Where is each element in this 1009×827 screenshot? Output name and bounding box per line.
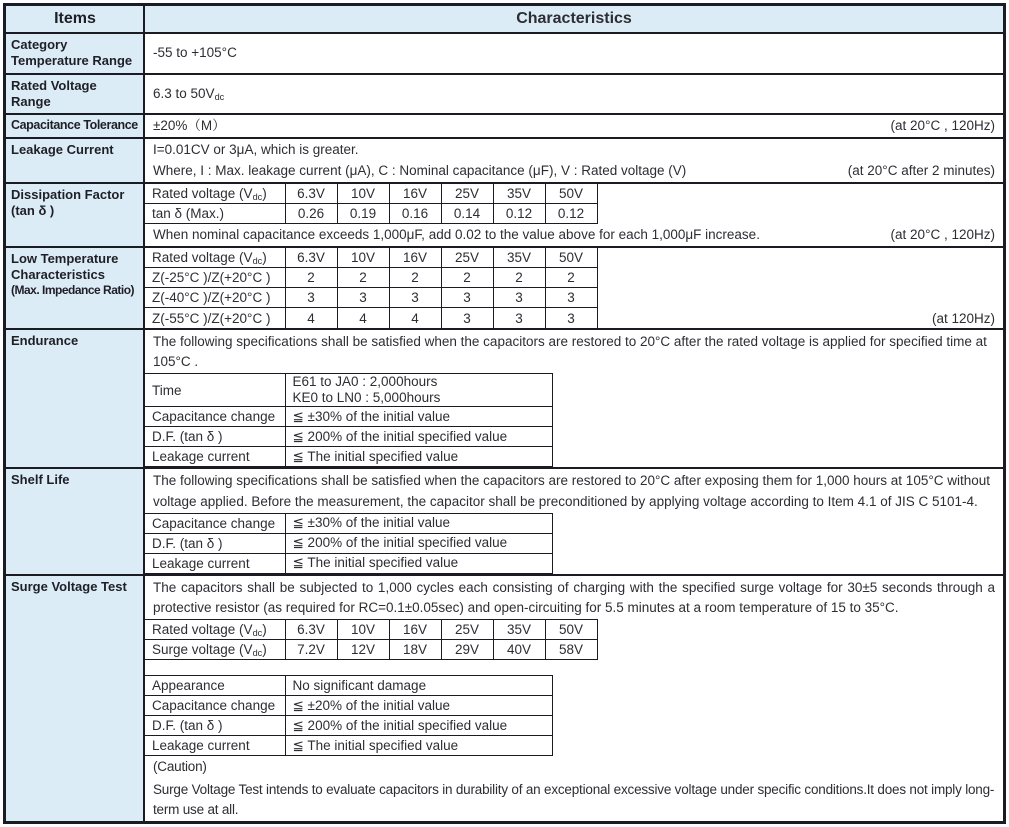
- items-header: Items: [6, 6, 145, 32]
- tan-delta-max-cell: tan δ (Max.): [145, 204, 285, 224]
- low-temperature-label: Low Temperature Characteristics (Max. Impedance Ratio): [6, 248, 145, 328]
- surge-spec-table: [145, 675, 553, 756]
- table-row: [145, 374, 552, 407]
- table-row: D.F. (tan δ ) ≦ 200% of the initial specified value: [145, 533, 552, 553]
- endurance-description: The following specifications shall be satisfied when the capacitors are restored to 20°C after the rated voltage is applied for specified time at 105°C .: [153, 333, 987, 370]
- leakage-current-label: Leakage Current: [6, 139, 145, 182]
- table-row: Rated voltage $(V_{dc})$ 6.3V 10V 16V 25V 35V 50V: [145, 248, 597, 268]
- table-row: Capacitance change ≦ ±30% of the initial value: [145, 407, 552, 427]
- dissipation-factor-note: (at 20°C , 120Hz): [890, 227, 995, 243]
- shelf-life-label: Shelf Life: [6, 469, 145, 574]
- rated-voltage-header-cell: Rated voltage $(V_{dc})$: [145, 248, 285, 268]
- surge-voltage-test-description: The capacitors shall be subjected to 1,000 cycles each consisting of charging with the specified surge voltage for 30±5 seconds through a protective resistor (as required for RC=0.1±0.05sec) and open-circuiting for 5.5 minutes at a room temperature of 15 to 35°C.: [153, 579, 995, 616]
- low-temperature-table: [145, 248, 598, 328]
- surge-voltage-test-label: Surge Voltage Test: [6, 576, 145, 821]
- vdc-subscript: dc: [252, 627, 263, 638]
- row-shelf-life: [6, 467, 1003, 574]
- vdc-subscript: dc: [252, 255, 263, 266]
- row-category-temperature-range: [6, 32, 1003, 73]
- table-row: Leakage current ≦ The initial specified value: [145, 447, 552, 467]
- category-temperature-range-value: -55 to +105°C: [153, 45, 237, 61]
- leakage-current-line2: Where, I : Max. leakage current (μA), C : Nominal capacitance (μF), V : Rated voltage (V): [153, 163, 687, 179]
- vdc-subscript: dc: [214, 91, 225, 102]
- shelf-life-table: [145, 513, 553, 574]
- capacitance-tolerance-text: ±20%（M）: [153, 118, 226, 134]
- capacitance-tolerance-label: Capacitance Tolerance: [6, 115, 145, 137]
- table-row: Leakage current ≦ The initial specified value: [145, 736, 552, 756]
- table-row: Rated voltage $(V_{dc})$ 6.3V 10V 16V 25V 35V 50V: [145, 184, 597, 204]
- row-surge-voltage-test: [6, 574, 1003, 821]
- row-leakage-current: [6, 137, 1003, 182]
- table-row: Leakage current ≦ The initial specified value: [145, 553, 552, 573]
- dissipation-factor-label: Dissipation Factor (tan δ ): [6, 184, 145, 246]
- row-low-temperature-characteristics: [6, 246, 1003, 328]
- table-row: D.F. (tan δ ) ≦ 200% of the initial specified value: [145, 427, 552, 447]
- header-row: [6, 6, 1003, 32]
- time-label-cell: Time: [145, 374, 285, 407]
- dissipation-factor-table: [145, 184, 598, 225]
- table-row: Surge voltage $(V_{dc})$ 7.2V 12V 18V 29V 40V 58V: [145, 640, 597, 660]
- rated-voltage-range-label: Rated Voltage Range: [6, 75, 145, 114]
- caution-title: (Caution): [153, 759, 207, 775]
- dissipation-factor-footnote: When nominal capacitance exceeds 1,000μF, add 0.02 to the value above for each 1,000μF increase.: [153, 227, 760, 243]
- vdc-subscript: dc: [252, 647, 263, 658]
- surge-voltage-header-cell: Surge voltage $(V_{dc})$: [145, 640, 285, 660]
- rated-voltage-header-cell: Rated voltage $(V_{dc})$: [145, 620, 285, 640]
- rated-voltage-header-cell: Rated voltage $(V_{dc})$: [145, 184, 285, 204]
- category-temperature-range-label: Category Temperature Range: [6, 34, 145, 73]
- table-row: Z(-40°C )/Z(+20°C ) 3 3 3 3 3 3: [145, 288, 597, 308]
- shelf-life-content: [145, 469, 1003, 574]
- shelf-life-description: The following specifications shall be satisfied when the capacitors are restored to 20°C after exposing them for 1,000 hours at 105°C without voltage applied. Before the measurement, the capacitor shall be preconditioned by applying voltage according to Item 4.1 of JIS C 5101-4.: [153, 473, 991, 509]
- table-row: Rated voltage $(V_{dc})$ 6.3V 10V 16V 25V 35V 50V: [145, 620, 597, 640]
- row-rated-voltage-range: [6, 73, 1003, 114]
- leakage-current-value: [145, 139, 1003, 182]
- capacitance-tolerance-value: [145, 115, 1003, 137]
- rated-voltage-range-value: 6.3 to $50V_{dc}$: [153, 85, 225, 102]
- characteristics-spec-table: [3, 3, 1006, 824]
- row-endurance: [6, 328, 1003, 468]
- table-row: D.F. (tan δ ) ≦ 200% of the initial specified value: [145, 716, 552, 736]
- row-dissipation-factor: [6, 182, 1003, 246]
- low-temperature-content: [145, 248, 1003, 328]
- endurance-table: [145, 373, 553, 467]
- time-value-cell: E61 to JA0 : 2,000hours KE0 to LN0 : 5,000hours: [285, 374, 552, 407]
- vdc-subscript: dc: [252, 191, 263, 202]
- table-row: tan δ (Max.) 0.26 0.19 0.16 0.14 0.12 0.12: [145, 204, 597, 224]
- characteristics-header: Characteristics: [145, 6, 1003, 32]
- row-capacitance-tolerance: [6, 113, 1003, 137]
- surge-voltage-test-content: [145, 576, 1003, 821]
- table-row: Z(-25°C )/Z(+20°C ) 2 2 2 2 2 2: [145, 268, 597, 288]
- leakage-current-line1: I=0.01CV or 3μA, which is greater.: [153, 141, 359, 157]
- caution-text: Surge Voltage Test intends to evaluate capacitors in durability of an exceptional excessive voltage under specific conditions.It does not imply long-term use at all.: [153, 781, 995, 817]
- leakage-current-note: (at 20°C after 2 minutes): [847, 163, 995, 179]
- endurance-label: Endurance: [6, 330, 145, 468]
- capacitance-tolerance-note: (at 20°C , 120Hz): [890, 118, 995, 134]
- table-row: Capacitance change ≦ ±30% of the initial value: [145, 513, 552, 533]
- surge-voltage-table: [145, 619, 598, 660]
- table-row: Z(-55°C )/Z(+20°C ) 4 4 4 3 3 3: [145, 308, 597, 328]
- endurance-content: [145, 330, 1003, 468]
- dissipation-factor-content: [145, 184, 1003, 246]
- table-row: Appearance No significant damage: [145, 676, 552, 696]
- table-row: Capacitance change ≦ ±20% of the initial value: [145, 696, 552, 716]
- low-temperature-note: (at 120Hz): [931, 310, 995, 326]
